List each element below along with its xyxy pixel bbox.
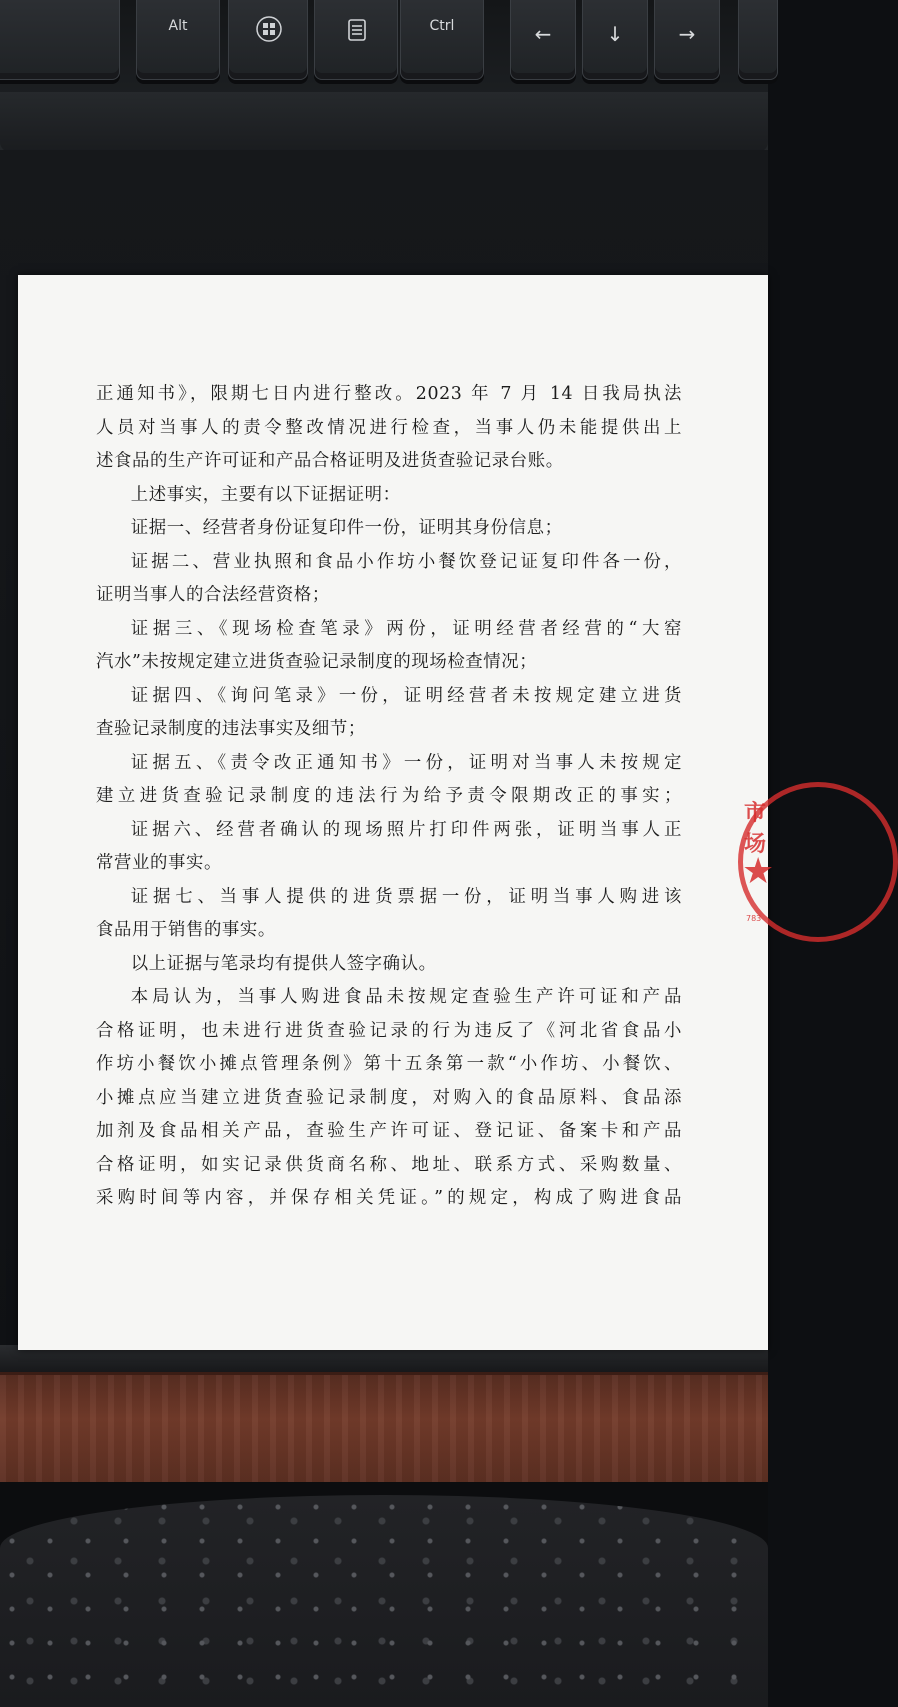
arrow-right-icon: → — [678, 22, 696, 46]
document-line: 证据一、经营者身份证复印件一份，证明其身份信息； — [130, 518, 563, 538]
seal-text: 市场 — [744, 800, 767, 857]
document-line: 合格证明，也未进行进货查验记录的行为违反了《河北省食品小 — [96, 1020, 682, 1041]
document-line: 以上证据与笔录均有提供人签字确认。 — [130, 953, 437, 974]
document-line: 证据四、《询问笔录》一份，证明经营者未按规定建立进货 — [130, 685, 682, 706]
document-line: 正通知书》，限期七日内进行整改。2023 年 7 月 14 日我局执法 — [96, 384, 682, 404]
document-line: 作坊小餐饮小摊点管理条例》第十五条第一款“小作坊、小餐饮、 — [96, 1054, 682, 1074]
document-line: 证据五、《责令改正通知书》一份，证明对当事人未按规定 — [130, 752, 682, 773]
key-alt — [136, 0, 220, 80]
wooden-table-edge — [0, 1372, 768, 1485]
document-line: 食品用于销售的事实。 — [96, 920, 276, 940]
windows-icon — [256, 16, 282, 42]
key-ctrl-label: Ctrl — [429, 18, 455, 34]
document-line: 证据六、经营者确认的现场照片打印件两张，证明当事人正 — [130, 819, 682, 840]
keyboard — [0, 0, 768, 160]
arrow-left-icon: ← — [534, 22, 552, 46]
key-arrow-down — [582, 0, 648, 80]
star-icon: ★ — [742, 851, 775, 892]
key-menu — [314, 0, 398, 80]
key-windows — [228, 0, 308, 80]
official-seal — [734, 782, 775, 940]
key-right-edge — [738, 0, 778, 80]
document-line: 证据三、《现场检查笔录》两份，证明经营者经营的“大窑 — [130, 618, 682, 639]
document-line: 汽水”未按规定建立进货查验记录制度的现场检查情况； — [96, 652, 538, 672]
document-line: 加剂及食品相关产品，查验生产许可证、登记证、备案卡和产品 — [96, 1121, 682, 1141]
key-left-edge — [0, 0, 120, 80]
document-line: 上述事实，主要有以下证据证明： — [130, 484, 401, 505]
document-line: 本局认为，当事人购进食品未按规定查验生产许可证和产品 — [130, 987, 682, 1007]
key-arrow-right — [654, 0, 720, 80]
document-line: 人员对当事人的责令整改情况进行检查，当事人仍未能提供出上 — [96, 417, 682, 438]
document-line: 证据七、当事人提供的进货票据一份，证明当事人购进该 — [130, 886, 682, 907]
document-line: 证明当事人的合法经营资格； — [96, 585, 330, 605]
document-line: 小摊点应当建立进货查验记录制度，对购入的食品原料、食品添 — [96, 1087, 682, 1108]
keyboard-frame — [0, 92, 768, 152]
patterned-fabric — [0, 1495, 768, 1707]
key-ctrl — [400, 0, 484, 80]
seal-code: 783 — [746, 914, 762, 923]
document-line: 建立进货查验记录制度的违法行为给予责令限期改正的事实； — [96, 786, 682, 806]
document-line: 查验记录制度的违法事实及细节； — [96, 719, 366, 739]
menu-icon — [347, 18, 367, 42]
key-alt-label: Alt — [168, 18, 188, 34]
document-line: 采购时间等内容，并保存相关凭证。”的规定，构成了购进食品 — [96, 1188, 682, 1208]
document-body — [96, 378, 682, 1216]
document-line: 证据二、营业执照和食品小作坊小餐饮登记证复印件各一份， — [130, 551, 682, 572]
arrow-down-icon: ↓ — [606, 22, 624, 46]
document-line: 述食品的生产许可证和产品合格证明及进货查验记录台账。 — [96, 451, 564, 471]
key-arrow-left — [510, 0, 576, 80]
document-line: 合格证明，如实记录供货商名称、地址、联系方式、采购数量、 — [96, 1154, 682, 1175]
document-line: 常营业的事实。 — [96, 853, 222, 873]
